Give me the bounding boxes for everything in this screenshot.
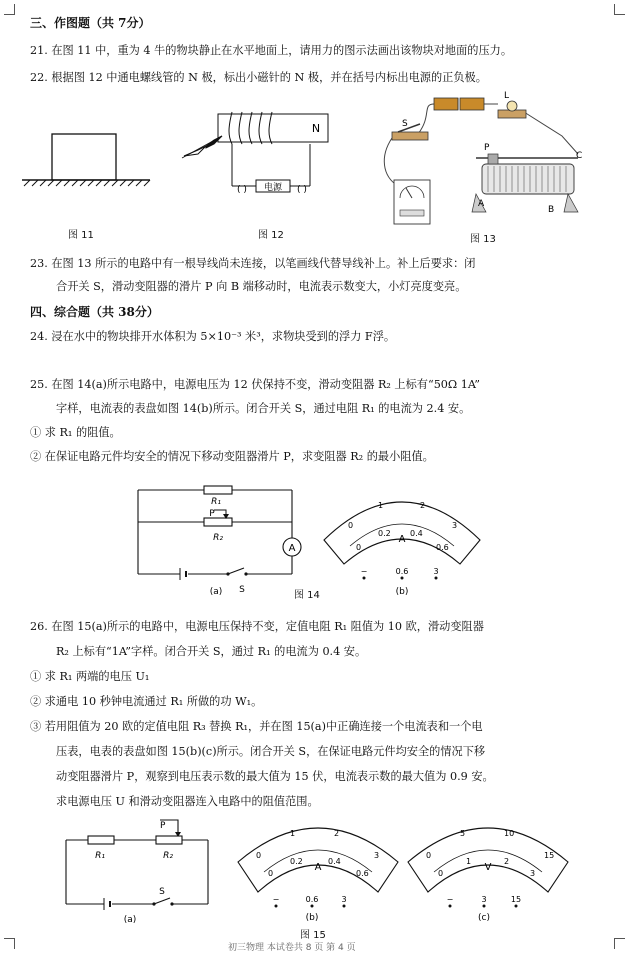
- polarity-paren-left: ( ): [237, 185, 247, 195]
- question-26-sub-3-line-3: 动变阻器滑片 P，观察到电压表示数的最大值为 15 伏，电流表示数的最大值为 0.9 安。: [56, 770, 494, 783]
- crop-mark-tr: [614, 4, 625, 15]
- svg-text:3: 3: [341, 895, 347, 904]
- question-25-sub-1: ① 求 R₁ 的阻值。: [30, 426, 121, 439]
- question-26-line-1: 26. 在图 15(a)所示的电路中，电源电压保持不变，定值电阻 R₁ 阻值为 10 欧，滑动变阻器: [30, 620, 484, 633]
- svg-text:0: 0: [438, 869, 444, 878]
- question-26-sub-3-line-4: 求电源电压 U 和滑动变阻器连入电路中的阻值范围。: [56, 795, 319, 808]
- question-25-line-1: 25. 在图 14(a)所示电路中，电源电压为 12 伏保持不变，滑动变阻器 R₂ 上标有“50Ω 1A”: [30, 378, 481, 391]
- svg-text:5: 5: [460, 829, 466, 838]
- question-26-line-2: R₂ 上标有“1A”字样。闭合开关 S，通过 R₁ 的电流为 0.4 安。: [56, 645, 367, 658]
- question-23-line-1: 23. 在图 13 所示的电路中有一根导线尚未连接，以笔画线代替导线补上。补上后要求：闭: [30, 257, 476, 270]
- svg-text:0: 0: [268, 869, 274, 878]
- question-26-sub-3-line-2: 压表，电表的表盘如图 15(b)(c)所示。闭合开关 S，在保证电路元件均安全的情况下移: [56, 745, 486, 758]
- svg-text:15: 15: [510, 895, 522, 904]
- svg-text:B: B: [548, 205, 555, 215]
- n-pole-label: N: [311, 122, 321, 135]
- lamp-l: [498, 101, 526, 118]
- svg-text:A: A: [288, 543, 296, 554]
- svg-text:S: S: [159, 887, 165, 897]
- question-26-sub-2: ② 求通电 10 秒钟电流通过 R₁ 所做的功 W₁。: [30, 695, 263, 708]
- question-23-line-2: 合开关 S，滑动变阻器的滑片 P 向 B 端移动时，电流表示数变大，小灯亮度变亮。: [56, 280, 467, 293]
- svg-text:3: 3: [433, 567, 439, 576]
- svg-text:0.4: 0.4: [410, 529, 423, 538]
- figure-11-caption: 图 11: [68, 230, 94, 241]
- svg-text:0: 0: [426, 851, 432, 860]
- svg-text:3: 3: [530, 869, 536, 878]
- polarity-paren-right: ( ): [297, 185, 307, 195]
- svg-text:(b): (b): [395, 587, 409, 597]
- svg-text:S: S: [402, 119, 408, 129]
- svg-text:1: 1: [290, 829, 296, 838]
- ammeter-device: [394, 180, 430, 224]
- svg-text:1: 1: [378, 501, 384, 510]
- svg-text:0: 0: [356, 543, 362, 552]
- svg-text:P: P: [160, 821, 166, 831]
- rheostat-r2: [156, 836, 182, 844]
- svg-text:R₁: R₁: [95, 851, 105, 861]
- figure-13: [372, 86, 602, 232]
- question-25-line-2: 字样，电流表的表盘如图 14(b)所示。闭合开关 S，通过电阻 R₁ 的电流为 2.4 安。: [56, 402, 471, 415]
- svg-text:−: −: [446, 895, 454, 904]
- svg-text:(a): (a): [123, 915, 137, 925]
- figure-15a-circuit: [60, 816, 220, 926]
- power-source-label: 电源: [263, 183, 283, 193]
- question-26-sub-3-line-1: ③ 若用阻值为 20 欧的定值电阻 R₃ 替换 R₁，并在图 15(a)中正确连接一个电流表和一个电: [30, 720, 483, 733]
- svg-text:L: L: [504, 91, 510, 101]
- crop-mark-bl: [4, 938, 15, 949]
- svg-text:2: 2: [504, 857, 510, 866]
- svg-text:10: 10: [504, 829, 515, 838]
- svg-text:0.6: 0.6: [436, 543, 449, 552]
- svg-text:R₂: R₂: [213, 533, 223, 543]
- figure-14a-circuit: [130, 482, 310, 600]
- question-25-sub-2: ② 在保证电路元件均安全的情况下移动变阻器滑片 P，求变阻器 R₂ 的最小阻值。: [30, 450, 434, 463]
- svg-text:R₂: R₂: [163, 851, 173, 861]
- svg-text:C: C: [576, 151, 583, 161]
- solenoid-coil: [229, 112, 272, 144]
- svg-text:3: 3: [481, 895, 487, 904]
- svg-text:0: 0: [348, 521, 354, 530]
- svg-text:3: 3: [452, 521, 458, 530]
- section-4-title: 四、综合题（共 38分）: [30, 305, 159, 319]
- svg-text:A: A: [398, 534, 406, 545]
- svg-text:0: 0: [256, 851, 262, 860]
- compass-needle-icon: [182, 136, 222, 158]
- svg-text:1: 1: [466, 857, 472, 866]
- svg-text:−: −: [272, 895, 280, 904]
- resistor-r1: [204, 486, 232, 494]
- ground-hatch: [24, 180, 150, 186]
- figure-13-caption: 图 13: [470, 234, 496, 245]
- svg-text:15: 15: [544, 851, 555, 860]
- svg-text:0.2: 0.2: [378, 529, 391, 538]
- svg-text:A: A: [314, 862, 322, 873]
- question-22: 22. 根据图 12 中通电螺线管的 N 极，标出小磁针的 N 极，并在括号内标出电源的正负极。: [30, 71, 487, 84]
- figure-15-caption: 图 15: [300, 930, 326, 941]
- resistor-r1: [88, 836, 114, 844]
- svg-text:0.6: 0.6: [356, 869, 369, 878]
- crop-mark-br: [614, 938, 625, 949]
- svg-text:0.6: 0.6: [395, 567, 409, 576]
- battery-pack: [434, 98, 484, 110]
- figure-15c-voltmeter-dial: [404, 818, 572, 928]
- svg-text:0.6: 0.6: [305, 895, 319, 904]
- svg-text:P: P: [209, 509, 215, 519]
- figure-12-caption: 图 12: [258, 230, 284, 241]
- figure-11: [20, 128, 160, 218]
- svg-text:−: −: [360, 567, 368, 576]
- rheostat: [472, 154, 578, 212]
- svg-text:2: 2: [420, 501, 426, 510]
- section-3-title: 三、作图题（共 7分）: [30, 16, 151, 30]
- question-24: 24. 浸在水中的物块排开水体积为 5×10⁻³ 米³，求物块受到的浮力 F浮。: [30, 330, 396, 343]
- svg-text:A: A: [478, 199, 485, 209]
- figure-14b-ammeter-dial: [318, 484, 488, 602]
- svg-text:(c): (c): [478, 913, 490, 923]
- svg-text:V: V: [484, 862, 492, 873]
- question-21: 21. 在图 11 中，重为 4 牛的物块静止在水平地面上，请用力的图示法画出该物块对地面的压力。: [30, 44, 513, 57]
- svg-text:(b): (b): [305, 913, 319, 923]
- svg-text:R₁: R₁: [211, 497, 221, 507]
- svg-text:0.2: 0.2: [290, 857, 303, 866]
- figure-15b-ammeter-dial: [234, 818, 402, 928]
- svg-text:0.4: 0.4: [328, 857, 341, 866]
- crop-mark-tl: [4, 4, 15, 15]
- svg-text:(a): (a): [209, 587, 223, 597]
- svg-text:S: S: [239, 585, 245, 595]
- figure-14-caption: 图 14: [294, 590, 320, 601]
- page-footer: 初三物理 本试卷共 8 页 第 4 页: [228, 943, 356, 953]
- svg-text:2: 2: [334, 829, 340, 838]
- svg-text:3: 3: [374, 851, 380, 860]
- svg-text:P: P: [484, 143, 490, 153]
- figure-12: [180, 110, 340, 210]
- rheostat-r2: [204, 518, 232, 526]
- question-26-sub-1: ① 求 R₁ 两端的电压 U₁: [30, 670, 150, 683]
- block: [52, 134, 116, 180]
